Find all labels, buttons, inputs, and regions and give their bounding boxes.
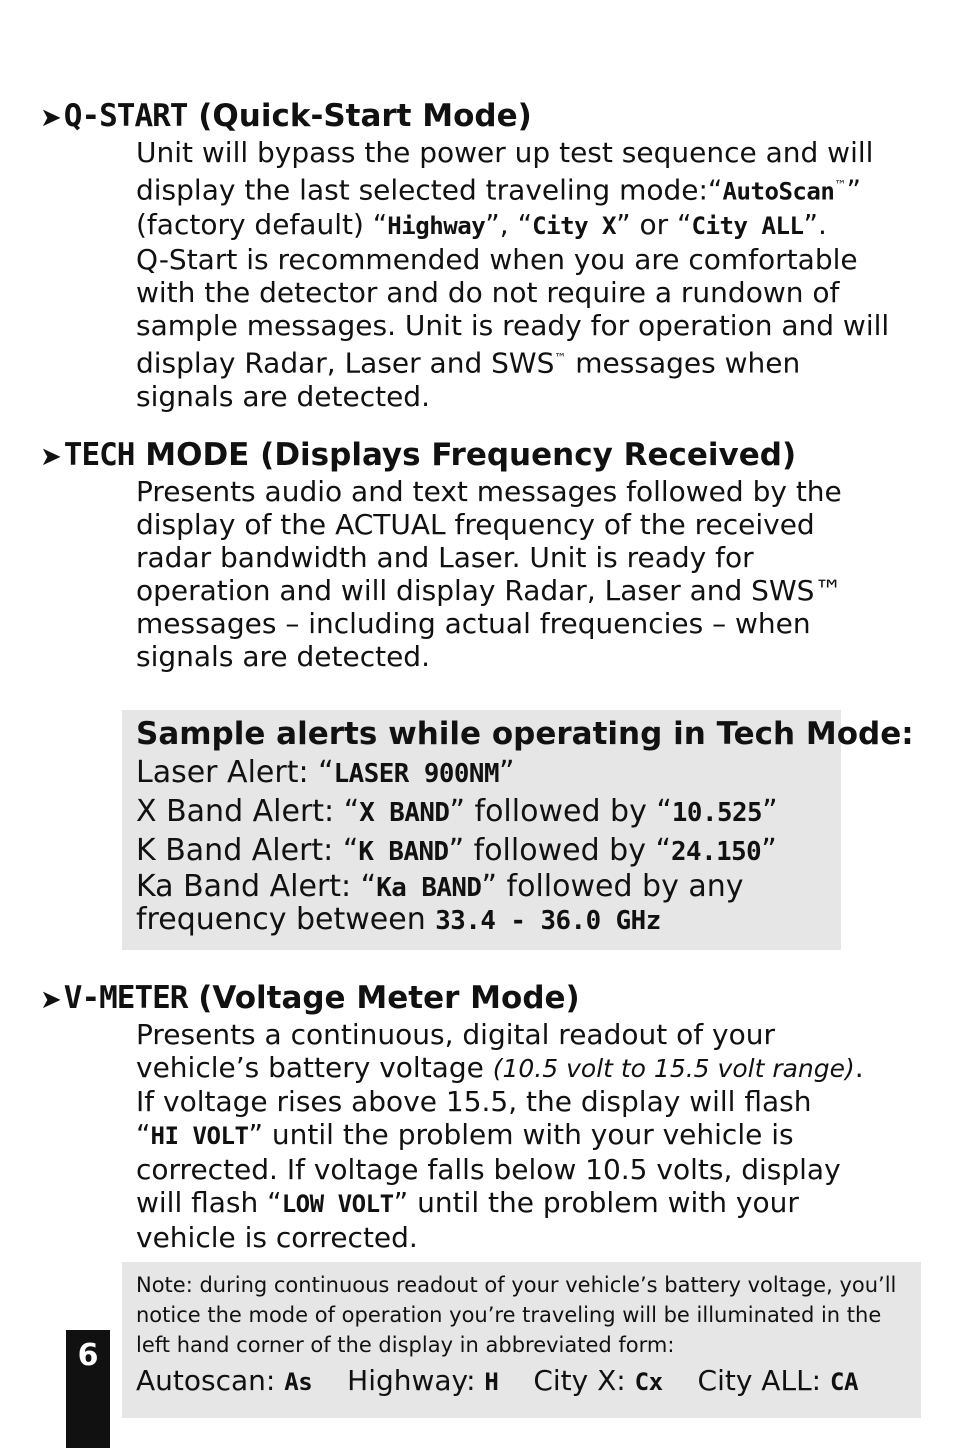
alerts-title: Sample alerts while operating in Tech Mode: xyxy=(136,716,914,752)
tech-title: MODE (Displays Frequency Received) xyxy=(134,437,797,473)
vmeter-heading xyxy=(40,980,920,1018)
laser-alert-line: Laser Alert: “LASER 900NM” xyxy=(136,755,515,790)
city-all-code: City ALL xyxy=(691,212,804,241)
tech-section xyxy=(40,437,920,673)
page-number-tab xyxy=(66,1330,110,1448)
voltage-range: (10.5 volt to 15.5 volt range) xyxy=(492,1054,855,1083)
arrow-right-icon: ➤ xyxy=(40,985,62,1015)
vmeter-line: “HI VOLT” until the problem with your vehicle is xyxy=(136,1118,794,1151)
tech-line: Presents audio and text messages followed by the xyxy=(136,475,842,508)
qstart-line: with the detector and do not require a rundown of xyxy=(136,276,840,310)
qstart-mode-name: Q-START xyxy=(63,98,188,134)
sample-alerts-box xyxy=(122,710,914,950)
laser-code: LASER 900NM xyxy=(333,759,499,789)
qstart-line: Unit will bypass the power up test sequence and will xyxy=(136,136,874,169)
qstart-line: signals are detected. xyxy=(136,379,430,413)
x-band-alert-line: X Band Alert: “X BAND” followed by “10.525” xyxy=(136,794,778,829)
city-x-code: City X xyxy=(532,212,617,241)
tech-mode-name: TECH xyxy=(63,437,135,473)
vmeter-line: If voltage rises above 15.5, the display will flash xyxy=(136,1085,812,1118)
k-band-code: K BAND xyxy=(358,837,449,867)
x-band-code: X BAND xyxy=(359,798,450,828)
qstart-section xyxy=(40,98,920,413)
trademark: ™ xyxy=(554,351,567,366)
abbrev-city-x: City X: Cx xyxy=(533,1364,663,1397)
autoscan-code: AutoScan xyxy=(722,177,835,206)
note-line: left hand corner of the display in abbreviated form: xyxy=(136,1333,675,1357)
k-band-freq: 24.150 xyxy=(671,837,762,867)
low-volt-code: LOW VOLT xyxy=(281,1190,394,1218)
ka-band-alert-line: Ka Band Alert: “Ka BAND” followed by any xyxy=(136,869,744,904)
note-line: Note: during continuous readout of your vehicle’s battery voltage, you’ll xyxy=(136,1273,897,1297)
abbrev-highway: Highway: H xyxy=(347,1364,499,1397)
tech-line: messages – including actual frequencies – when xyxy=(136,607,811,640)
highway-code: Highway xyxy=(387,212,486,241)
vmeter-line: corrected. If voltage falls below 10.5 volts, display xyxy=(136,1153,841,1186)
vmeter-mode-name: V-METER xyxy=(63,980,188,1016)
vmeter-line: will flash “LOW VOLT” until the problem with your xyxy=(136,1186,799,1219)
ka-band-code: Ka BAND xyxy=(376,873,482,903)
qstart-heading xyxy=(40,98,920,136)
tech-line: operation and will display Radar, Laser and SWS™ xyxy=(136,574,843,607)
qstart-line: display Radar, Laser and SWS™ messages when xyxy=(136,346,801,380)
arrow-right-icon: ➤ xyxy=(40,442,62,472)
vmeter-line: Presents a continuous, digital readout of your xyxy=(136,1018,775,1051)
tech-line: signals are detected. xyxy=(136,640,430,673)
vmeter-section xyxy=(40,980,920,1254)
qstart-line: sample messages. Unit is ready for operation and will xyxy=(136,309,890,343)
vmeter-line: vehicle is corrected. xyxy=(136,1221,418,1254)
vmeter-title: (Voltage Meter Mode) xyxy=(187,980,580,1016)
trademark: ™ xyxy=(834,178,847,192)
note-line: notice the mode of operation you’re traveling will be illuminated in the xyxy=(136,1303,882,1327)
tech-body xyxy=(136,475,920,673)
vmeter-line: vehicle’s battery voltage (10.5 volt to 15.5 volt range). xyxy=(136,1051,864,1084)
k-band-alert-line: K Band Alert: “K BAND” followed by “24.150” xyxy=(136,833,777,868)
vmeter-body xyxy=(136,1018,920,1254)
tech-heading xyxy=(40,437,920,475)
tech-line: radar bandwidth and Laser. Unit is ready for xyxy=(136,541,754,574)
qstart-body xyxy=(136,136,920,413)
ka-band-range-line: frequency between 33.4 - 36.0 GHz xyxy=(136,902,661,937)
x-band-freq: 10.525 xyxy=(671,798,763,828)
hi-volt-code: HI VOLT xyxy=(150,1122,249,1150)
abbrev-city-all: City ALL: CA xyxy=(697,1364,858,1397)
ka-band-range: 33.4 - 36.0 GHz xyxy=(435,906,661,936)
qstart-line: (factory default) “Highway”, “City X” or “City ALL”. xyxy=(136,208,827,242)
abbrev-autoscan: Autoscan: As xyxy=(136,1364,313,1397)
abbreviation-row xyxy=(136,1362,907,1401)
page-number: 6 xyxy=(77,1338,99,1373)
tech-line: display of the ACTUAL frequency of the received xyxy=(136,508,815,541)
qstart-line: display the last selected traveling mode:“AutoScan™” xyxy=(136,173,861,207)
note-box xyxy=(122,1262,921,1418)
qstart-title: (Quick-Start Mode) xyxy=(187,98,532,134)
arrow-right-icon: ➤ xyxy=(40,103,62,133)
qstart-line: Q-Start is recommended when you are comfortable xyxy=(136,243,858,277)
